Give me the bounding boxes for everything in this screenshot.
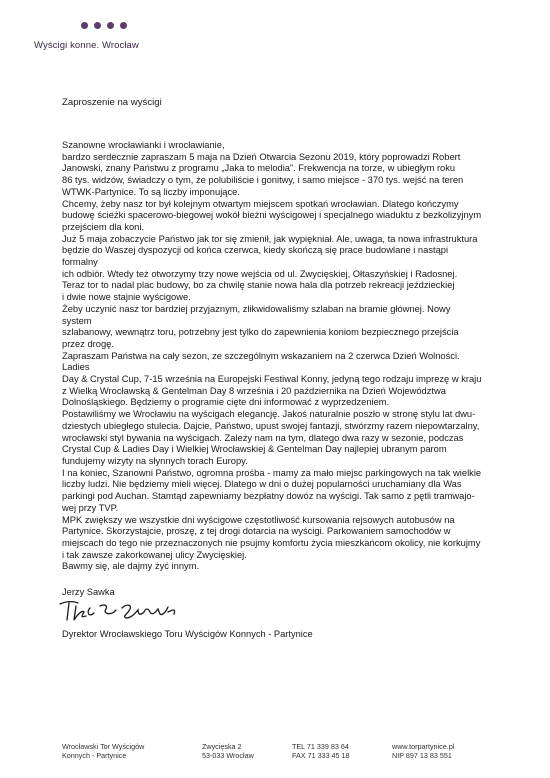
letter-paragraph (62, 515, 482, 562)
letter-line: wrocławski styl bywania na wyścigach. Zależy nam na tym, dlatego dwa razy w sezonie, podczas (62, 432, 464, 443)
letter-line: przejściem dla koni. (62, 221, 145, 232)
letter-line: parkingi pod Auchan. Stamtąd zapewniamy bezpłatny dowóz na wyścigi. Tak samo z pętli tramwajo- (62, 491, 475, 502)
letter-line: dziestych ubiegłego stulecia. Dajcie, Państwo, upust swojej fantazji, stwórzmy razem niepowtarzalny, (62, 420, 480, 431)
letter-line: wej przy TVP. (62, 502, 119, 513)
letter-line: przez drogę. (62, 338, 114, 349)
letter-line: Już 5 maja zobaczycie Państwo jak tor się zmienił, jak wypiękniał. Ale, uwaga, ta nowa infrastruktura (62, 233, 478, 244)
letter-line: będzie do Waszej dyspozycji od końca czerwca, kiedy skończą się prace budowlane i nastąpi formalny (62, 245, 449, 268)
footer-company: Wrocławski Tor Wyścigów Konnych - Partynice (62, 742, 145, 760)
letter-paragraph (62, 351, 482, 410)
letter-line: Crystal Cup & Ladies Day i Wielkiej Wrocławskiej & Gentelman Day najlepiej ubranym parom (62, 444, 447, 455)
letter-paragraph (62, 234, 482, 304)
letter-paragraph (62, 468, 482, 515)
letter-line: Postawiliśmy we Wrocławiu na wyścigach elegancję. Jakoś naturalnie poszło w stronę stylu lat dwu- (62, 409, 476, 420)
letter-line: bardzo serdecznie zapraszam 5 maja na Dzień Otwarcia Sezonu 2019, który poprowadzi Robert (62, 151, 461, 162)
letter-line: Dolnośląskiego. Będziemy o programie cięte dni informować z wyprzedzeniem. (62, 397, 390, 408)
letter-line: I na koniec, Szanowni Państwo, ogromna prośba - mamy za mało miejsc parkingowych na tak wielkie (62, 467, 482, 478)
signer-title: Dyrektor Wrocławskiego Toru Wyścigów Konnych - Partynice (62, 629, 313, 639)
letter-line: WTWK-Partynice. To są liczby imponujące. (62, 186, 240, 197)
logo-dot (81, 22, 88, 29)
signer-name: Jerzy Sawka (62, 587, 115, 597)
letter-line: Żeby uczynić nasz tor bardziej przyjaznym, zlikwidowaliśmy szlaban na bramie głównej. Nowy system (62, 303, 451, 326)
logo-dots-icon (81, 22, 151, 36)
letter-line: Janowski, znany Państwu z programu „Jaka to melodia”. Frekwencja na torze, w ubiegłym roku (62, 163, 456, 174)
letter-line: z Wielką Wrocławską & Gentelman Day 8 września i 20 października na Dzień Województwa (62, 385, 446, 396)
letter-line: Szanowne wrocławianki i wrocławianie, (62, 140, 225, 150)
logo-dot (120, 22, 127, 29)
letter-paragraph (62, 409, 482, 468)
footer-address: Zwycięska 2 53-033 Wrocław (202, 742, 254, 760)
footer-web-nip: www.torpartynice.pl NIP 897 13 83 551 (392, 742, 455, 760)
letter-line: i tak zawsze zakorkowanej ulicy Zwycięskiej. (62, 549, 247, 560)
letter-line: miejscach do tego nie przeznaczonych nie psujmy komfortu życia mieszkańcom okolicy, nie korkujmy (62, 537, 481, 548)
letter-paragraph (62, 304, 482, 351)
letter-line: ich odbiór. Wtedy też otworzymy trzy nowe wejścia od ul. Zwycięskiej, Ołtaszyńskiej i Radosnej. (62, 268, 458, 279)
letter-body (62, 140, 482, 573)
letter-line: Partynice. Skorzystajcie, proszę, z tej drogi dotarcia na wyścigi. Parkowaniem samochodów w (62, 526, 451, 537)
letter-line: Day & Crystal Cup, 7-15 września na Europejski Festiwal Konny, jedyną tego rodzaju imprezę w kraju (62, 374, 482, 385)
letter-line: i dwie nowe stajnie wyścigowe. (62, 292, 191, 303)
logo-dot (94, 22, 101, 29)
letter-line: fundujemy wizyty na słynnych torach Europy. (62, 455, 248, 466)
letter-paragraph (62, 561, 482, 573)
footer-phone-fax: TEL 71 339 83 64 FAX 71 333 45 18 (292, 742, 350, 760)
letter-subject: Zaproszenie na wyścigi (62, 97, 162, 108)
letter-line: Zapraszam Państwa na cały sezon, ze szczególnym wskazaniem na 2 czerwca Dzień Wolności. Ladies (62, 350, 460, 373)
letter-line: Bawmy się, ale dajmy żyć innym. (62, 561, 200, 572)
letter-line: 86 tys. widzów, świadczy o tym, że polubiliście i gonitwy, i samo miejsce - 370 tys. wejść na teren (62, 175, 464, 186)
logo-text: Wyścigi konne. Wrocław (34, 40, 139, 51)
signature-icon (56, 598, 216, 622)
letter-line: budowę ścieżki spacerowo-biegowej wokół bieżni wyścigowej i specjalnego wiaduktu z bezkolizyjnym (62, 210, 482, 221)
letter-line: Teraz tor to nadal plac budowy, bo za chwilę stanie nowa hala dla potrzeb rekreacji jeździeckiej (62, 280, 455, 291)
letter-line: MPK zwiększy we wszystkie dni wyścigowe częstotliwość kursowania rejsowych autobusów na (62, 514, 455, 525)
logo-dot (107, 22, 114, 29)
letter-paragraph (62, 140, 482, 199)
letter-line: szlabanowy, wewnątrz toru, potrzebny jest tylko do zapewnienia koniom bezpiecznego przejścia (62, 327, 459, 338)
letter-line: liczby ludzi. Nie będziemy mieli więcej. Dlatego w dni o dużej popularności uruchamiany dla Was (62, 479, 462, 490)
letter-line: Chcemy, żeby nasz tor był kolejnym otwartym miejscem spotkań wrocławian. Dlatego kończymy (62, 198, 459, 209)
letter-paragraph (62, 199, 482, 234)
